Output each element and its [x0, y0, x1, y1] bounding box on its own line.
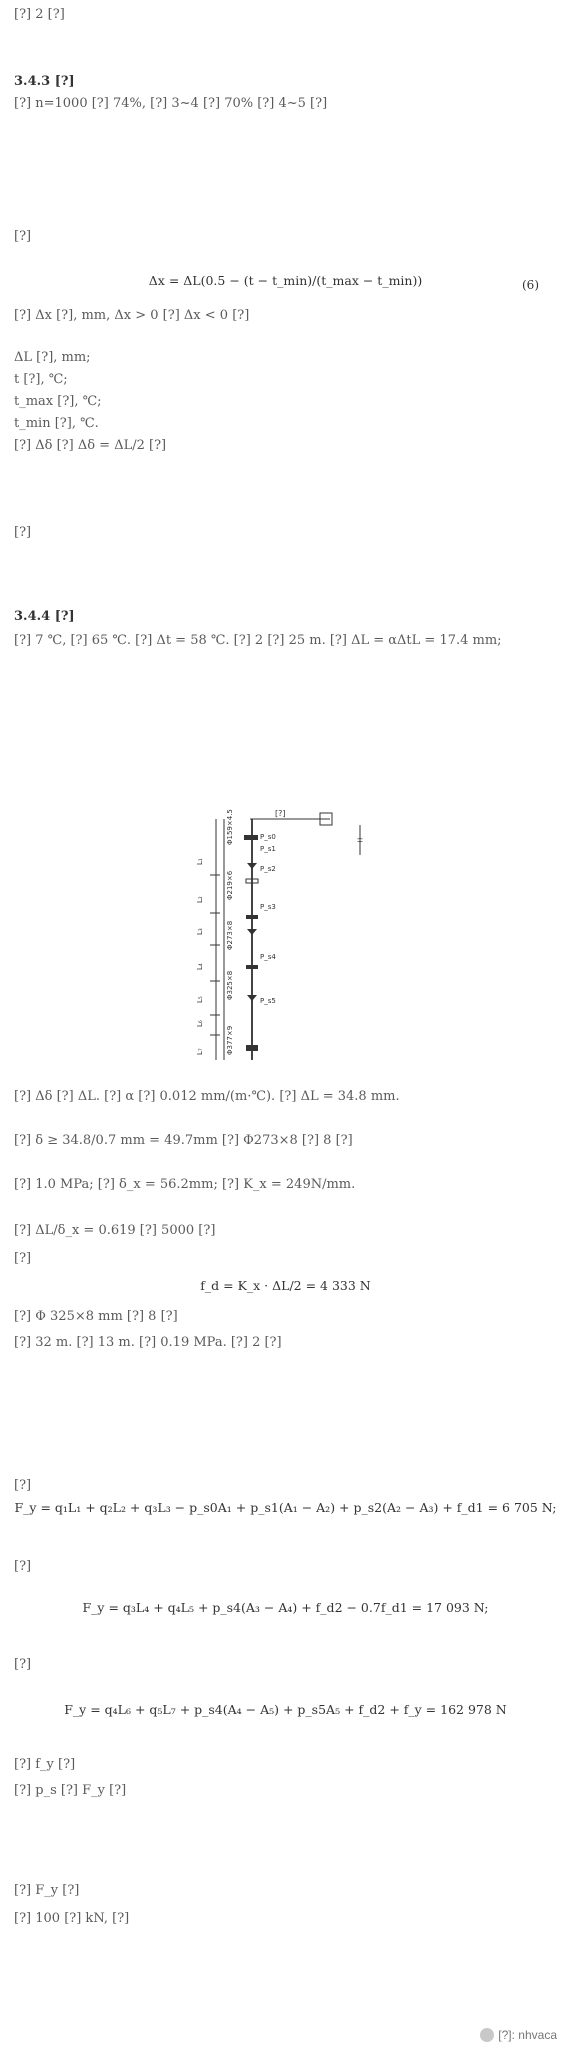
paragraph-fatigue: [?] ΔL/δ_x = 0.619 [?] 5000 [?]	[14, 1223, 216, 1238]
label-support-c: [?]	[14, 1657, 32, 1672]
symbol-delta-l: ΔL [?], mm;	[14, 350, 91, 365]
label-ps4: P_s4	[260, 953, 276, 961]
label-l3: L₃	[196, 928, 204, 935]
watermark-text: [?]: nhvaca	[498, 2028, 557, 2042]
equation-number: (6)	[522, 278, 539, 292]
label-l4: L₄	[196, 963, 204, 970]
riser-diagram-figure	[180, 805, 390, 1070]
label-d219: Φ219×6	[226, 870, 234, 900]
label-ps2: P_s2	[260, 865, 276, 873]
label-l5: L₅	[196, 996, 204, 1003]
label-ps0: P_s0	[260, 833, 276, 841]
riser-diagram	[180, 805, 390, 1070]
label-l7: L₇	[196, 1048, 204, 1055]
label-ps3: P_s3	[260, 903, 276, 911]
paragraph-intro: [?] 2 [?]	[14, 7, 65, 22]
paragraph-dynamic-pressure: [?] F_y [?]	[14, 1883, 80, 1898]
label-l6: L₆	[196, 1020, 204, 1027]
figure-title: [?]	[275, 809, 286, 818]
section-heading-344: 3.4.4 [?]	[14, 609, 75, 624]
symbol-tmax: t_max [?], ℃;	[14, 394, 102, 409]
label-support-a: [?]	[14, 1478, 32, 1493]
watermark	[480, 2028, 557, 2042]
label-support-b: [?]	[14, 1559, 32, 1574]
label-ps1: P_s1	[260, 845, 276, 853]
equation-support-c: F_y = q₄L₆ + q₅L₇ + p_s4(A₄ − A₅) + p_s5A₅ + f_d2 + f_y = 162 978 N	[64, 1702, 507, 1717]
paragraph-same-method: [?] Φ 325×8 mm [?] 8 [?]	[14, 1309, 178, 1324]
symbol-tmin: t_min [?], ℃.	[14, 416, 99, 431]
paragraph-parameters: [?] 1.0 MPa; [?] δ_x = 56.2mm; [?] K_x = 249N/mm.	[14, 1177, 356, 1192]
equation-support-a: F_y = q₁L₁ + q₂L₂ + q₃L₃ − p_s0A₁ + p_s1(A₁ − A₂) + p_s2(A₂ − A₃) + f_d1 = 6 705 N;	[14, 1500, 557, 1515]
paragraph-no-prestretch: [?]	[14, 525, 32, 540]
paragraph-static-pressure: [?] p_s [?] F_y [?]	[14, 1783, 127, 1798]
equation-6: Δx = ΔL(0.5 − (t − t_min)/(t_max − t_min))	[148, 273, 423, 288]
paragraph-elastic-force: [?]	[14, 1251, 32, 1266]
wechat-icon	[480, 2028, 494, 2042]
label-d159: Φ159×4.5	[226, 809, 234, 845]
paragraph-conclusion: [?] 100 [?] kN, [?]	[14, 1911, 130, 1926]
label-d325: Φ325×8	[226, 970, 234, 1000]
paragraph-prestretch: [?] Δδ [?] Δδ = ΔL/2 [?]	[14, 438, 167, 453]
label-l2: L₂	[196, 896, 204, 903]
label-d377: Φ377×9	[226, 1025, 234, 1055]
paragraph-fy: [?] f_y [?]	[14, 1757, 76, 1772]
paragraph-symbols: [?] Δx [?], mm, Δx > 0 [?] Δx < 0 [?]	[14, 308, 250, 323]
figure-side-label: ±	[355, 835, 365, 844]
paragraph-example: [?] 7 ℃, [?] 65 ℃. [?] Δt = 58 ℃. [?] 2 [?] 25 m. [?] ΔL = αΔtL = 17.4 mm;	[14, 633, 502, 648]
section-heading-343: 3.4.3 [?]	[14, 74, 75, 89]
paragraph-pump-head: [?] 32 m. [?] 13 m. [?] 0.19 MPa. [?] 2 [?]	[14, 1335, 282, 1350]
paragraph-compensation: [?] Δδ [?] ΔL. [?] α [?] 0.012 mm/(m·℃). [?] ΔL = 34.8 mm.	[14, 1089, 400, 1104]
label-d273: Φ273×8	[226, 920, 234, 950]
paragraph-required-compensation: [?] δ ≥ 34.8/0.7 mm = 49.7mm [?] Φ273×8 [?] 8 [?]	[14, 1133, 353, 1148]
label-l1: L₁	[196, 858, 204, 865]
paragraph-precompression: [?]	[14, 229, 32, 244]
paragraph-343: [?] n=1000 [?] 74%, [?] 3~4 [?] 70% [?] 4~5 [?]	[14, 96, 328, 111]
equation-support-b: F_y = q₃L₄ + q₄L₅ + p_s4(A₃ − A₄) + f_d2 − 0.7f_d1 = 17 093 N;	[82, 1600, 489, 1615]
label-ps5: P_s5	[260, 997, 276, 1005]
symbol-t: t [?], ℃;	[14, 372, 68, 387]
equation-fd: f_d = K_x · ΔL/2 = 4 333 N	[200, 1278, 371, 1293]
